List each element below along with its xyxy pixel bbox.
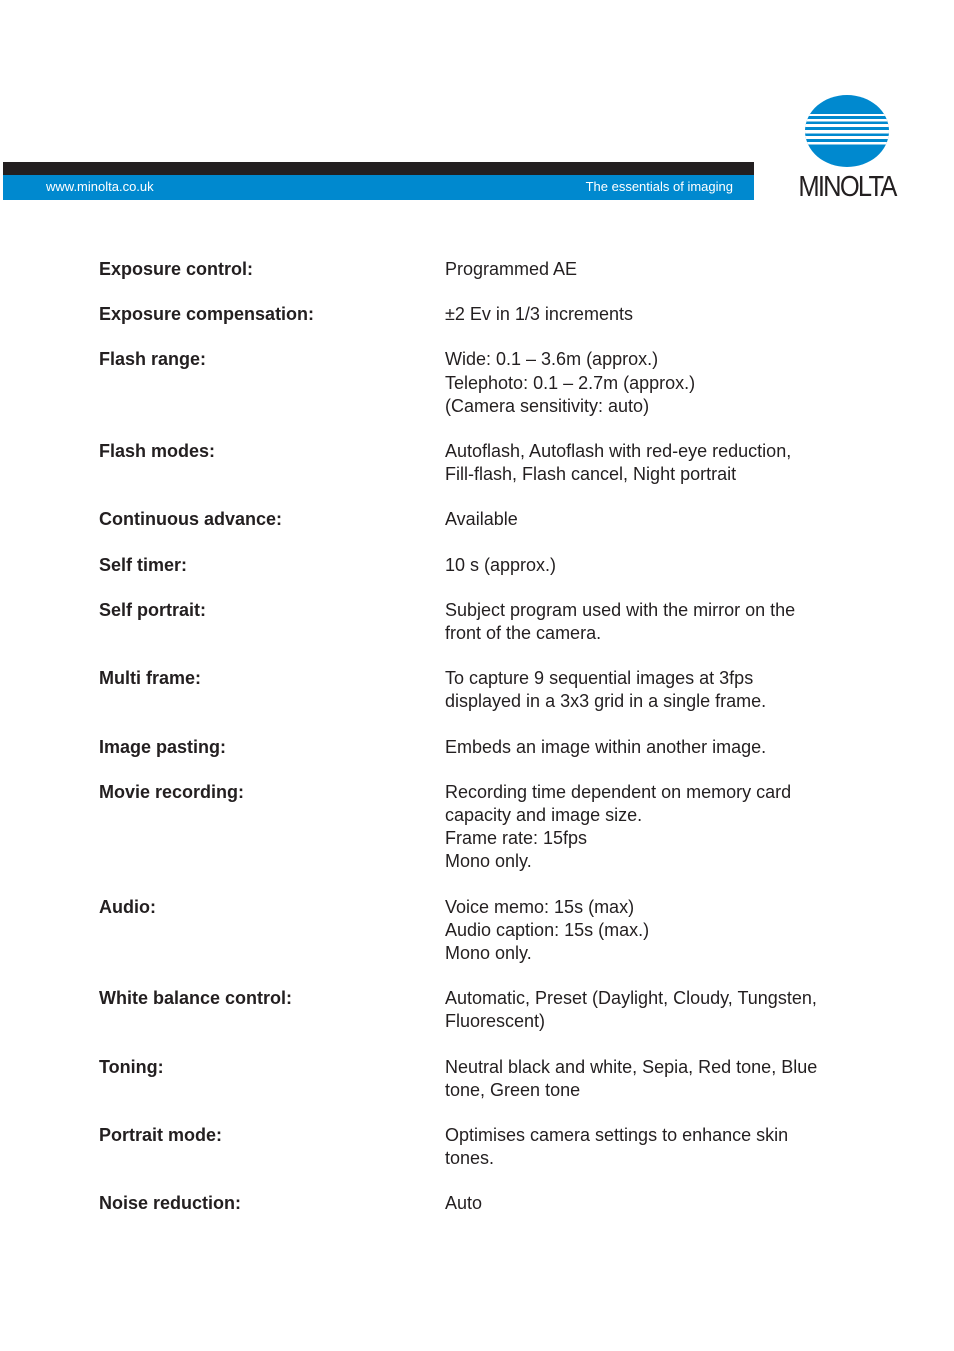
header-dark-strip — [3, 162, 754, 175]
spec-row — [99, 896, 869, 966]
spec-value — [445, 736, 855, 759]
spec-value-line: Fill-flash, Flash cancel, Night portrait — [445, 464, 737, 485]
spec-value — [445, 1124, 855, 1170]
spec-row — [99, 1124, 869, 1170]
spec-value-line: 10 s (approx.) — [445, 554, 557, 575]
spec-label: Flash modes: — [99, 441, 216, 462]
spec-value-line: Available — [445, 509, 518, 530]
spec-value-line: Recording time dependent on memory card — [445, 781, 792, 802]
spec-row — [99, 440, 869, 486]
spec-value — [445, 508, 855, 531]
spec-row — [99, 303, 869, 326]
spec-value — [445, 599, 855, 645]
spec-label: White balance control: — [99, 988, 293, 1009]
spec-value-line: Embeds an image within another image. — [445, 736, 767, 757]
spec-value-line: Frame rate: 15fps — [445, 828, 588, 849]
spec-row — [99, 508, 869, 531]
spec-label: Exposure control: — [99, 259, 254, 279]
spec-value — [445, 554, 855, 577]
spec-label: Multi frame: — [99, 668, 202, 689]
spec-value-line: Wide: 0.1 – 3.6m (approx.) — [445, 349, 659, 370]
spec-value — [445, 987, 855, 1033]
spec-value-line: Neutral black and white, Sepia, Red tone, Blue — [445, 1056, 818, 1077]
spec-row — [99, 781, 869, 874]
spec-value — [445, 348, 855, 418]
minolta-globe-icon — [786, 94, 908, 170]
spec-label: Movie recording: — [99, 781, 245, 802]
spec-value-line: (Camera sensitivity: auto) — [445, 395, 650, 416]
spec-value-line: Mono only. — [445, 851, 532, 872]
spec-value-line: front of the camera. — [445, 623, 602, 644]
spec-value-line: displayed in a 3x3 grid in a single frame. — [445, 691, 767, 712]
spec-value — [445, 896, 855, 966]
spec-label: Audio: — [99, 896, 156, 917]
spec-row — [99, 667, 869, 713]
spec-value-line: capacity and image size. — [445, 805, 643, 826]
spec-row — [99, 258, 869, 281]
spec-value-line: To capture 9 sequential images at 3fps — [445, 668, 754, 689]
spec-value-line: Automatic, Preset (Daylight, Cloudy, Tungsten, — [445, 988, 817, 1009]
spec-row — [99, 348, 869, 418]
spec-label: Continuous advance: — [99, 509, 283, 530]
spec-value — [445, 1056, 855, 1102]
tagline: The essentials of imaging — [585, 179, 733, 194]
spec-value-line: Mono only. — [445, 943, 532, 964]
spec-label: Noise reduction: — [99, 1193, 242, 1214]
spec-label: Portrait mode: — [99, 1125, 223, 1146]
spec-value-line: Audio caption: 15s (max.) — [445, 919, 650, 940]
spec-row — [99, 554, 869, 577]
spec-value — [445, 667, 855, 713]
spec-value-line: Auto — [445, 1193, 483, 1214]
spec-label: Self portrait: — [99, 599, 207, 620]
spec-table — [99, 258, 869, 1238]
spec-value — [445, 440, 855, 486]
spec-value — [445, 781, 855, 874]
spec-value-line: Fluorescent) — [445, 1011, 546, 1032]
spec-value-line: tones. — [445, 1148, 495, 1169]
spec-row — [99, 987, 869, 1033]
spec-label: Toning: — [99, 1056, 164, 1077]
spec-value-line: Optimises camera settings to enhance skin — [445, 1125, 789, 1146]
spec-value-line: Voice memo: 15s (max) — [445, 896, 635, 917]
spec-row — [99, 1056, 869, 1102]
spec-value-line: Telephoto: 0.1 – 2.7m (approx.) — [445, 372, 696, 393]
spec-value-line: ±2 Ev in 1/3 increments — [445, 304, 633, 325]
spec-label: Self timer: — [99, 554, 188, 575]
spec-row — [99, 1192, 869, 1215]
header-blue-bar — [3, 175, 754, 200]
website-link[interactable]: www.minolta.co.uk — [46, 179, 154, 194]
spec-label: Image pasting: — [99, 736, 227, 757]
spec-value-line: Autoflash, Autoflash with red-eye reduction, — [445, 441, 792, 462]
spec-value — [445, 1192, 855, 1215]
spec-value — [445, 303, 855, 326]
spec-label: Exposure compensation: — [99, 304, 315, 325]
spec-value-line: Programmed AE — [445, 259, 578, 279]
spec-row — [99, 599, 869, 645]
minolta-logo — [786, 94, 908, 204]
logo-wordmark: MINOLTA — [798, 171, 896, 203]
spec-label: Flash range: — [99, 349, 207, 370]
spec-value-line: Subject program used with the mirror on the — [445, 599, 796, 620]
spec-row — [99, 736, 869, 759]
spec-value-line: tone, Green tone — [445, 1079, 581, 1100]
spec-value — [445, 258, 855, 281]
